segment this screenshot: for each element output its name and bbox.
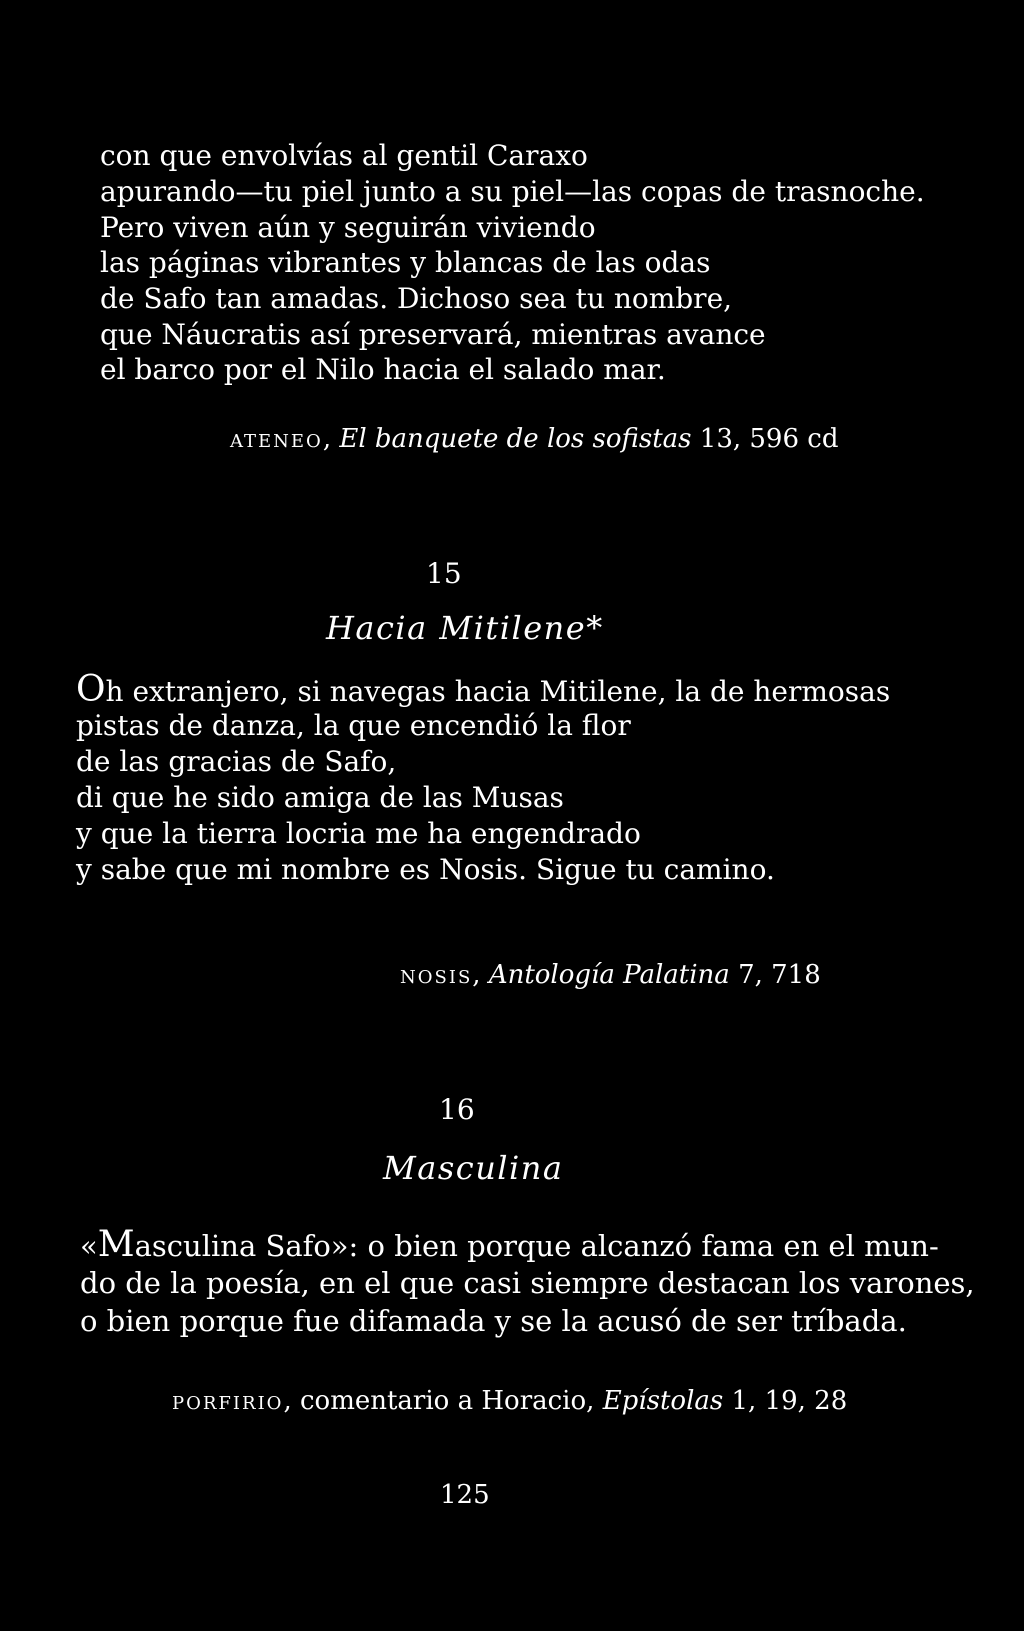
prose-line-first (80, 1226, 939, 1265)
citation (172, 1384, 847, 1418)
verse-line-first (76, 669, 891, 710)
citation-separator: , (322, 424, 332, 454)
verse-line: el barco por el Nilo hacia el salado mar. (100, 353, 666, 386)
drop-cap: M (97, 1224, 135, 1265)
verse-line: de las gracias de Safo, (76, 745, 397, 778)
poem-title: Masculina (383, 1149, 564, 1187)
citation-work: El banquete de los sofistas (339, 424, 692, 454)
citation-author: nosis (400, 960, 473, 990)
page-number: 125 (440, 1480, 490, 1510)
poem-number: 15 (426, 557, 462, 590)
citation-ref: 1, 19, 28 (731, 1386, 848, 1416)
open-quote: « (80, 1229, 98, 1263)
citation-ref: 7, 718 (738, 960, 821, 990)
verse-line: Pero viven aún y seguirán viviendo (100, 211, 596, 244)
poem-number: 16 (439, 1093, 475, 1126)
citation (400, 958, 821, 992)
citation-middle: , comentario a Horacio, (283, 1386, 603, 1416)
prose-line: o bien porque fue difamada y se la acusó de ser tríbada. (80, 1304, 907, 1338)
prose-line: do de la poesía, en el que casi siempre destacan los varones, (80, 1266, 975, 1300)
verse-line: las páginas vibrantes y blancas de las odas (100, 246, 711, 279)
verse-line: y sabe que mi nombre es Nosis. Sigue tu camino. (76, 853, 775, 886)
verse-line: que Náucratis así preservará, mientras avance (100, 318, 766, 351)
citation-author: ateneo (230, 424, 323, 454)
citation-work: Antología Palatina (488, 960, 730, 990)
drop-cap: O (76, 669, 106, 710)
citation-work: Epístolas (602, 1386, 724, 1416)
verse-line: apurando—tu piel junto a su piel—las copas de trasnoche. (100, 175, 925, 208)
citation (230, 422, 839, 456)
verse-line: y que la tierra locria me ha engendrado (76, 817, 641, 850)
verse-line: con que envolvías al gentil Caraxo (100, 139, 588, 172)
verse-line: pistas de danza, la que encendió la flor (76, 709, 631, 742)
poem-title: Hacia Mitilene* (326, 609, 604, 647)
verse-text: h extranjero, si navegas hacia Mitilene, la de hermosas (105, 675, 891, 708)
prose-text: asculina Safo»: o bien porque alcanzó fama en el mun- (134, 1229, 939, 1263)
citation-separator: , (472, 960, 481, 990)
verse-line: de Safo tan amadas. Dichoso sea tu nombre, (100, 282, 733, 315)
citation-author: porfirio (172, 1386, 284, 1416)
citation-ref: 13, 596 cd (699, 424, 839, 454)
verse-line: di que he sido amiga de las Musas (76, 781, 564, 814)
